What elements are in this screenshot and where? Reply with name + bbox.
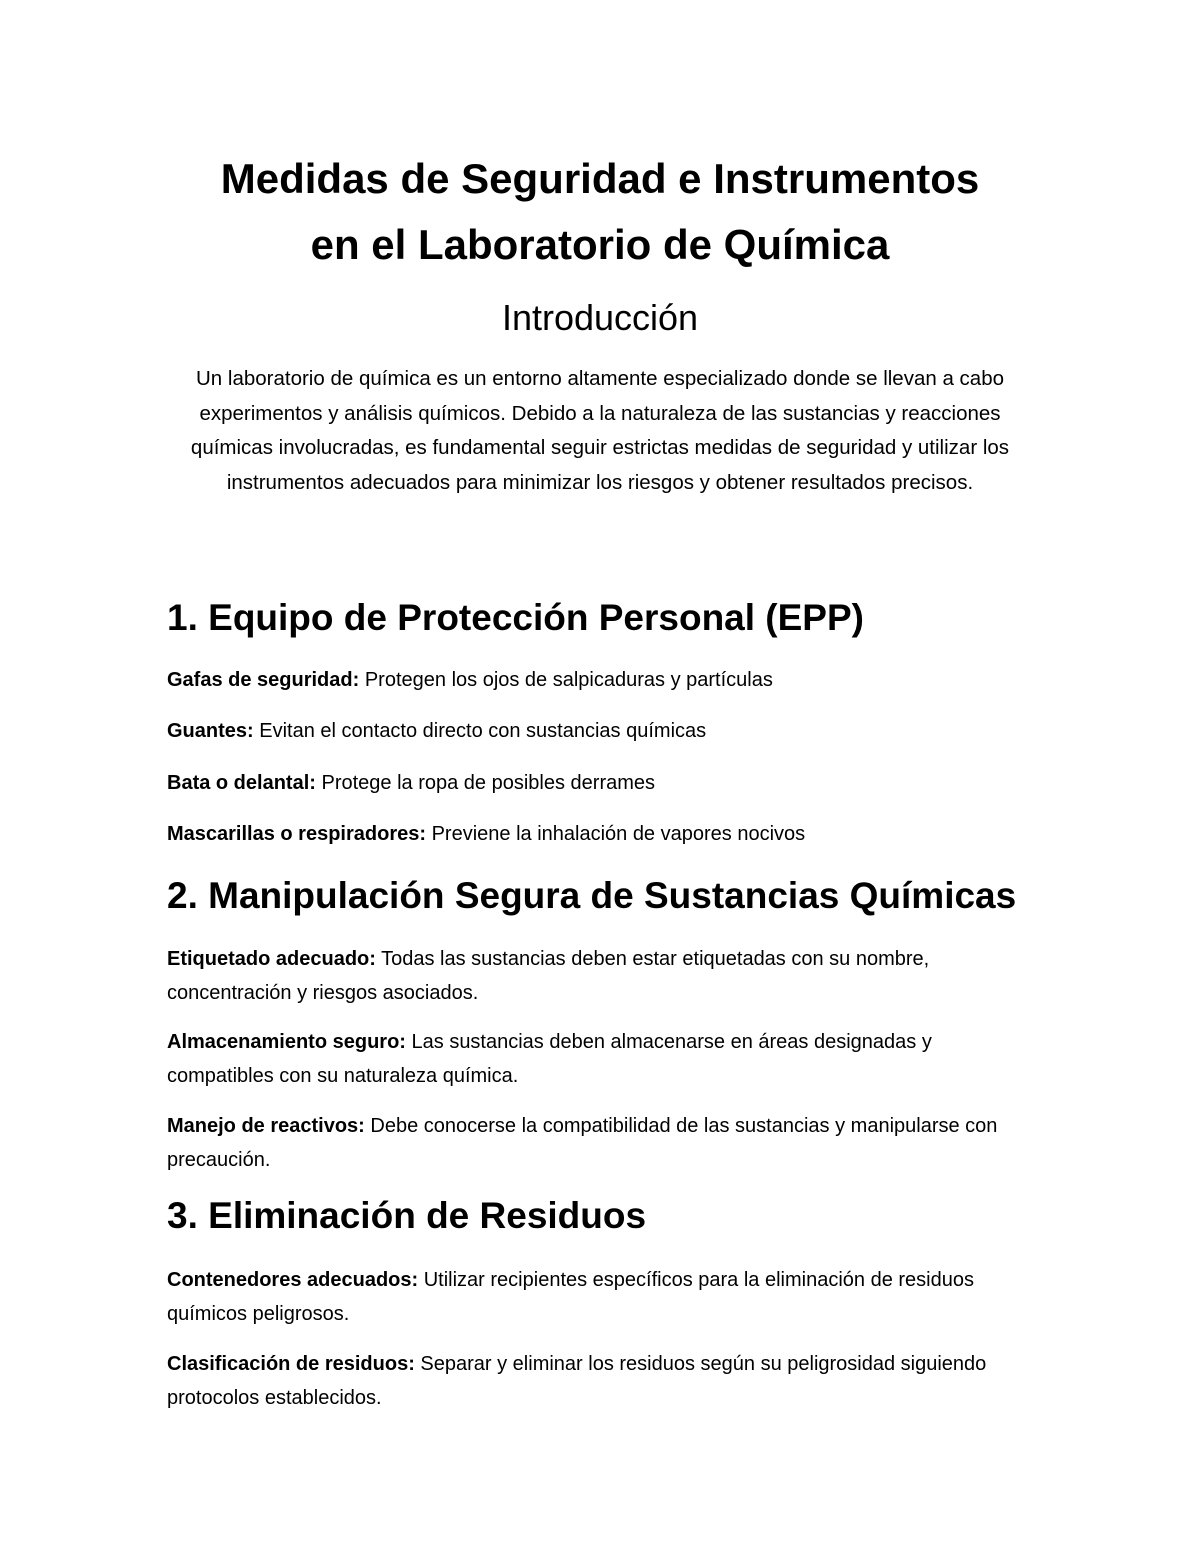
- list-item: [167, 715, 1033, 749]
- item-text: Debe conocerse la compatibilidad de las sustancias y manipularse con precaución.: [167, 1115, 998, 1171]
- intro-heading: Introducción: [501, 297, 699, 338]
- list-item: [167, 818, 1033, 852]
- item-text: Separar y eliminar los residuos según su peligrosidad siguiendo protocolos establecidos.: [167, 1353, 987, 1409]
- item-text: Utilizar recipientes específicos para la eliminación de residuos químicos peligrosos.: [167, 1269, 974, 1325]
- section-title-manipulacion: 2. Manipulación Segura de Sustancias Químicas: [167, 875, 1017, 916]
- list-item: [167, 1264, 1033, 1331]
- item-label: Almacenamiento seguro:: [167, 1031, 406, 1053]
- title-line-2: en el Laboratorio de Química: [310, 221, 890, 268]
- item-text: Todas las sustancias deben estar etiquetadas con su nombre, concentración y riesgos asociados.: [167, 948, 930, 1004]
- item-text: Las sustancias deben almacenarse en áreas designadas y compatibles con su naturaleza química.: [167, 1031, 932, 1087]
- item-text: Evitan el contacto directo con sustancias químicas: [253, 720, 707, 742]
- item-label: Etiquetado adecuado:: [167, 948, 376, 970]
- item-label: Manejo de reactivos:: [167, 1115, 365, 1137]
- item-label: Gafas de seguridad:: [167, 669, 360, 691]
- list-item: [167, 943, 1033, 1010]
- section-title-epp: 1. Equipo de Protección Personal (EPP): [167, 597, 864, 638]
- list-item: [167, 664, 1033, 698]
- item-text: Protege la ropa de posibles derrames: [315, 772, 656, 794]
- item-label: Guantes:: [167, 720, 254, 742]
- section-title-residuos: 3. Eliminación de Residuos: [167, 1195, 647, 1236]
- list-item: [167, 1110, 1033, 1177]
- item-label: Contenedores adecuados:: [167, 1269, 419, 1291]
- title-line-1: Medidas de Seguridad e Instrumentos: [220, 155, 980, 202]
- item-label: Bata o delantal:: [167, 772, 316, 794]
- item-text: Protegen los ojos de salpicaduras y partículas: [359, 669, 773, 691]
- list-item: [167, 1348, 1033, 1415]
- list-item: [167, 767, 1033, 801]
- intro-paragraph: Un laboratorio de química es un entorno altamente especializado donde se llevan a cabo experimentos y análisis químicos. Debido a la naturaleza de las sustancias y reacciones químicas involucradas, es fundamental seguir estrictas medidas de seguridad y utilizar los instrumentos adecuados para minimizar los riesgos y obtener resultados precisos.: [190, 367, 1010, 494]
- item-label: Clasificación de residuos:: [167, 1353, 415, 1375]
- item-label: Mascarillas o respiradores:: [167, 823, 427, 845]
- document-title: [167, 146, 1033, 278]
- list-item: [167, 1026, 1033, 1093]
- item-text: Previene la inhalación de vapores nocivos: [426, 823, 806, 845]
